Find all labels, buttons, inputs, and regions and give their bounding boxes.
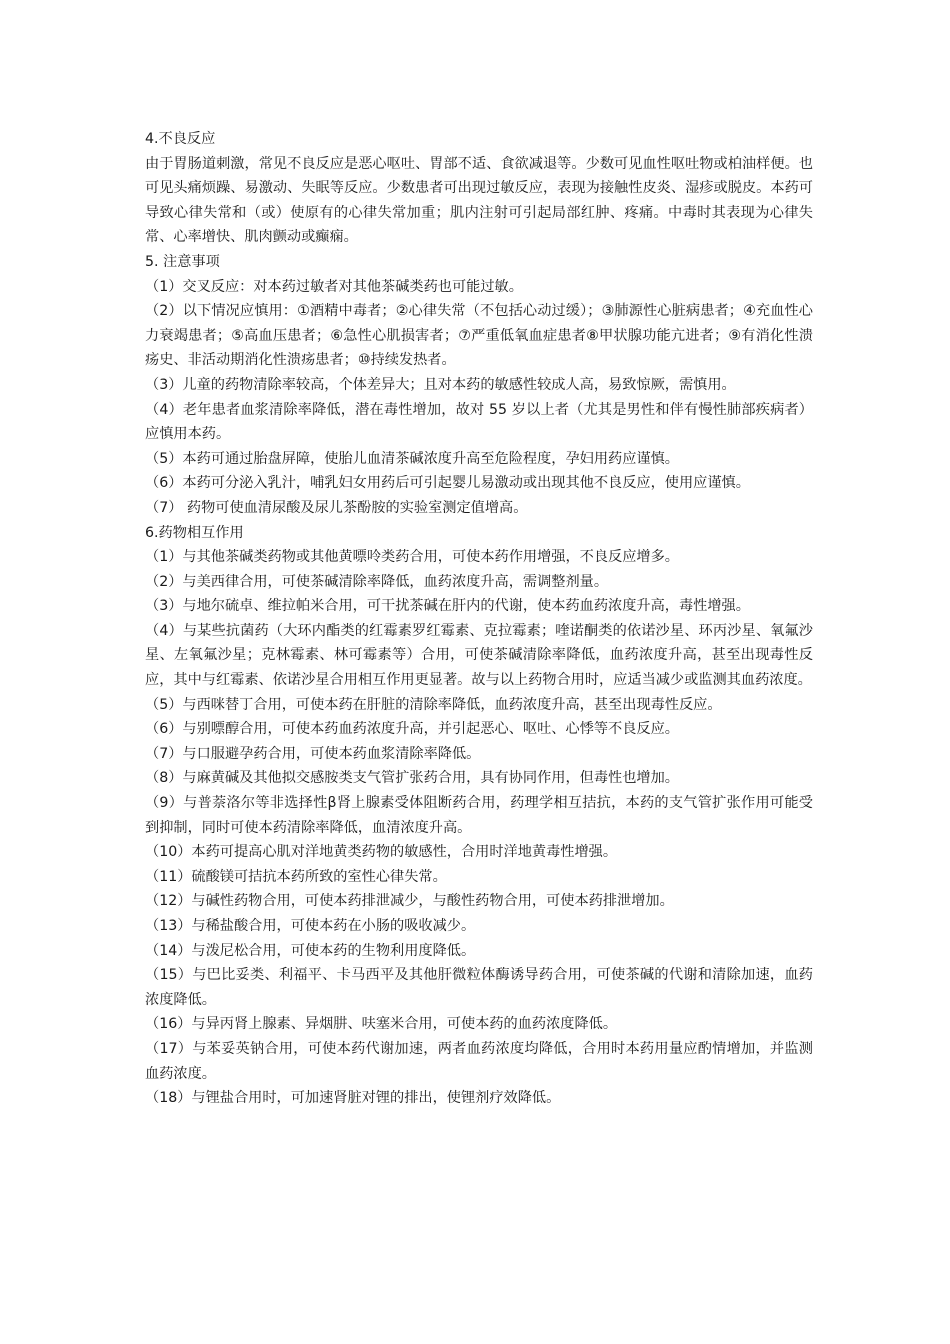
list-item: （8）与麻黄碱及其他拟交感胺类支气管扩张药合用，具有协同作用，但毒性也增加。 (145, 770, 679, 787)
list-item: （2）与美西律合用，可使茶碱清除率降低，血药浓度升高，需调整剂量。 (145, 573, 609, 590)
list-item: （7）与口服避孕药合用，可使本药血浆清除率降低。 (145, 745, 481, 762)
list-item: （6）与别嘌醇合用，可使本药血药浓度升高，并引起恶心、呕吐、心悸等不良反应。 (145, 721, 679, 738)
list-item: （18）与锂盐合用时，可加速肾脏对锂的排出，使锂剂疗效降低。 (145, 1090, 561, 1107)
paragraph: 由于胃肠道刺激，常见不良反应是恶心呕吐、胃部不适、食欲减退等。少数可见血性呕吐物或柏油样便。也可见头痛烦躁、易激动、失眠等反应。少数患者可出现过敏反应，表现为接触性皮炎、湿疹或脱皮。本药可导致心律失常和（或）使原有的心律失常加重；肌内注射可引起局部红肿、疼痛。中毒时其表现为心律失常、心率增快、肌肉颤动或癫痫。 (145, 155, 813, 246)
list-item: （4）老年患者血浆清除率降低，潜在毒性增加，故对 55 岁以上者（尤其是男性和伴有慢性肺部疾病者）应慎用本药。 (145, 401, 813, 443)
list-item: （13）与稀盐酸合用，可使本药在小肠的吸收减少。 (145, 918, 476, 934)
list-item: （16）与异丙肾上腺素、异烟肼、呋塞米合用，可使本药的血药浓度降低。 (145, 1016, 618, 1033)
list-item: （7） 药物可使血清尿酸及尿儿茶酚胺的实验室测定值增高。 (145, 499, 528, 516)
list-item: （11）硫酸镁可拮抗本药所致的室性心律失常。 (145, 868, 447, 885)
section-heading-adverse-reactions: 4.不良反应 (145, 131, 216, 147)
list-item: （17）与苯妥英钠合用，可使本药代谢加速，两者血药浓度均降低，合用时本药用量应酌情增加，并监测血药浓度。 (145, 1040, 813, 1082)
list-item: （5）与西咪替丁合用，可使本药在肝脏的清除率降低，血药浓度升高，甚至出现毒性反应。 (145, 696, 722, 713)
list-item: （2）以下情况应慎用：①酒精中毒者；②心律失常（不包括心动过缓）；③肺源性心脏病患者；④充血性心力衰竭患者；⑤高血压患者；⑥急性心肌损害者；⑦严重低氧血症患者⑧甲状腺功能亢进者；⑨有消化性溃疡史、非活动期消化性溃疡患者；⑩持续发热者。 (145, 303, 813, 369)
list-item: （6）本药可分泌入乳汁，哺乳妇女用药后可引起婴儿易激动或出现其他不良反应，使用应谨慎。 (145, 475, 750, 492)
list-item: （4）与某些抗菌药（大环内酯类的红霉素罗红霉素、克拉霉素；喹诺酮类的依诺沙星、环丙沙星、氧氟沙星、左氧氟沙星；克林霉素、林可霉素等）合用，可使茶碱清除率降低，血药浓度升高，甚至出现毒性反应，其中与红霉素、依诺沙星合用相互作用更显著。故与以上药物合用时，应适当减少或监测其血药浓度。 (145, 622, 813, 689)
list-item: （9）与普萘洛尔等非选择性β肾上腺素受体阻断药合用，药理学相互拮抗，本药的支气管扩张作用可能受到抑制，同时可使本药清除率降低，血清浓度升高。 (145, 795, 813, 836)
list-item: （15）与巴比妥类、利福平、卡马西平及其他肝微粒体酶诱导药合用，可使茶碱的代谢和清除加速，血药浓度降低。 (145, 967, 813, 1008)
list-item: （10）本药可提高心肌对洋地黄类药物的敏感性，合用时洋地黄毒性增强。 (145, 844, 618, 861)
list-item: （3）与地尔硫卓、维拉帕米合用，可干扰茶碱在肝内的代谢，使本药血药浓度升高，毒性增强。 (145, 598, 750, 615)
document-page (145, 127, 813, 1111)
section-heading-precautions: 5. 注意事项 (145, 253, 220, 270)
list-item: （1）交叉反应：对本药过敏者对其他茶碱类药也可能过敏。 (145, 278, 523, 295)
list-item: （14）与泼尼松合用，可使本药的生物利用度降低。 (145, 942, 476, 959)
list-item: （12）与碱性药物合用，可使本药排泄减少，与酸性药物合用，可使本药排泄增加。 (145, 893, 674, 910)
list-item: （3）儿童的药物清除率较高，个体差异大；且对本药的敏感性较成人高，易致惊厥，需慎用。 (145, 376, 736, 393)
list-item: （1）与其他茶碱类药物或其他黄嘌呤类药合用，可使本药作用增强，不良反应增多。 (145, 549, 679, 566)
section-heading-drug-interactions: 6.药物相互作用 (145, 524, 244, 541)
list-item: （5）本药可通过胎盘屏障，使胎儿血清茶碱浓度升高至危险程度，孕妇用药应谨慎。 (145, 450, 679, 467)
